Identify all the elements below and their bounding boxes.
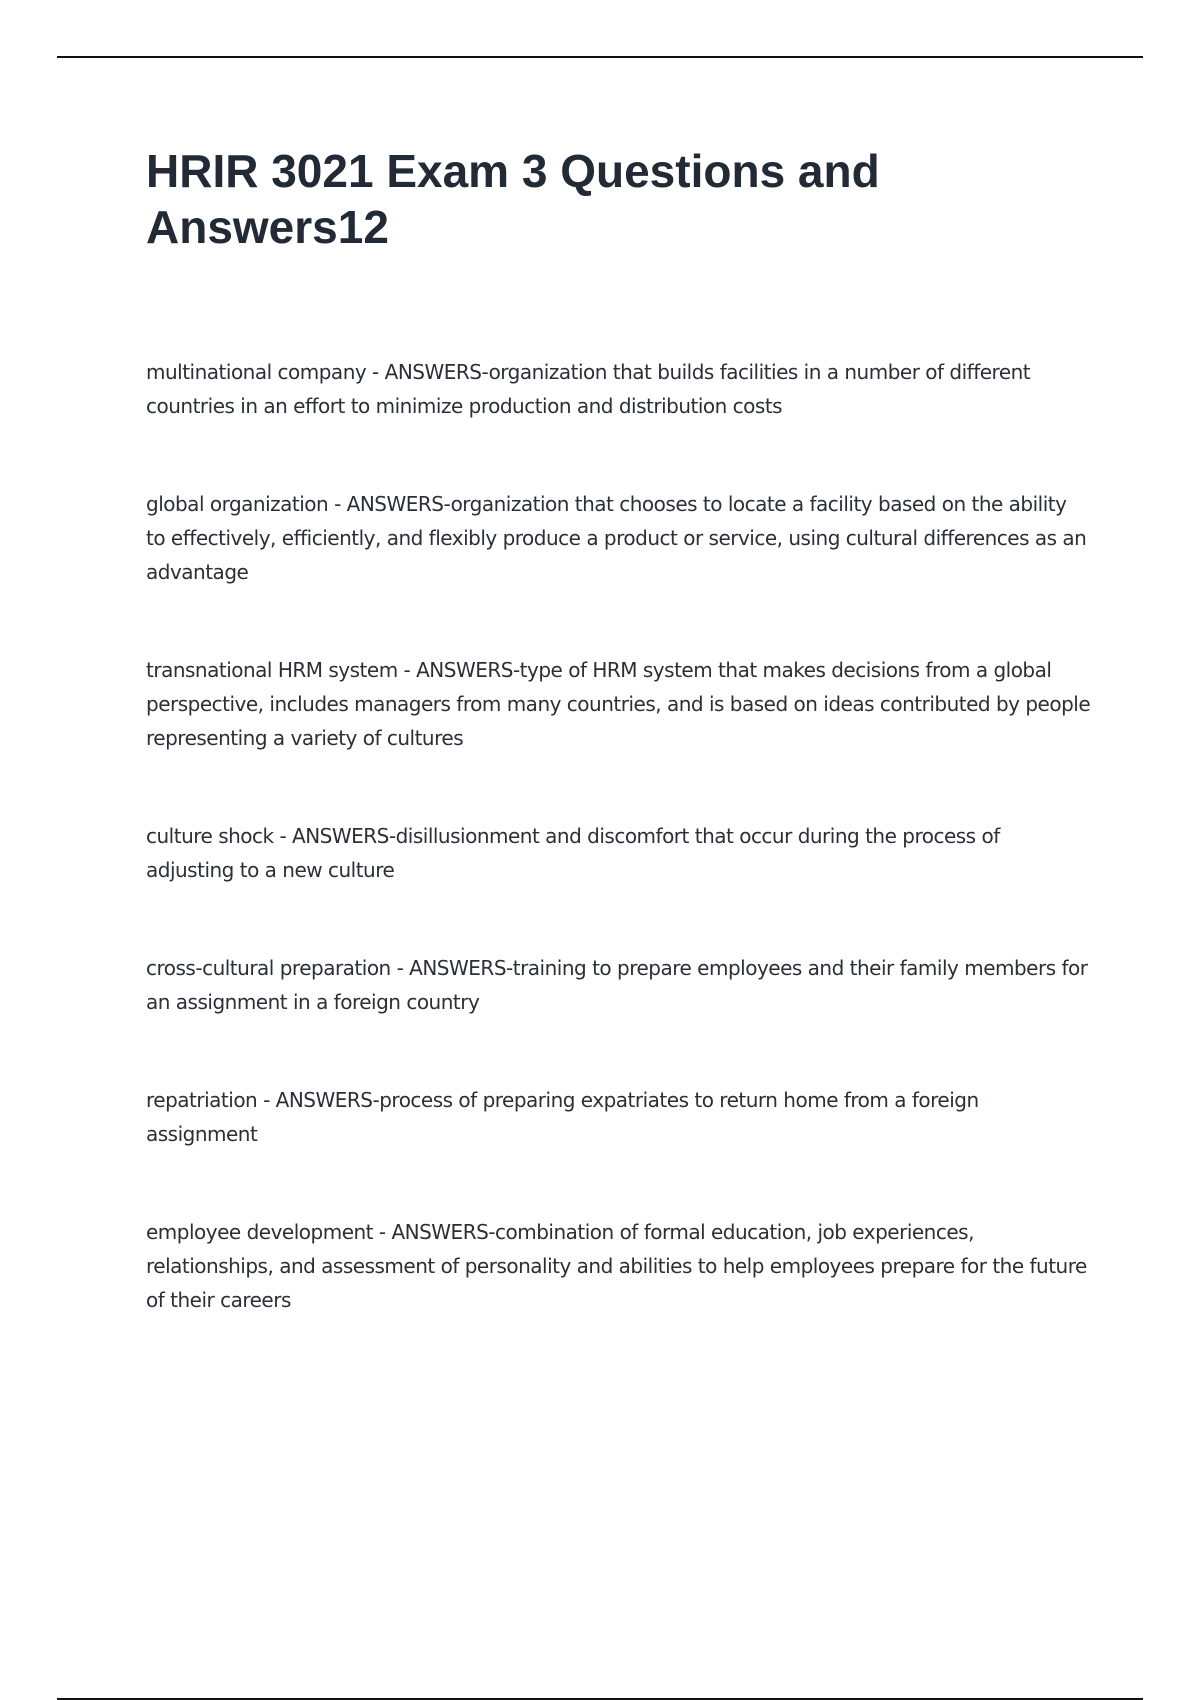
qa-entry-transnational-hrm-system: transnational HRM system - ANSWERS-type of HRM system that makes decisions from a global perspective, includes managers from many countries, and is based on ideas contributed by people representing a variety of cultures: [146, 658, 1091, 750]
qa-list: [146, 355, 1091, 1317]
qa-entry-multinational-company: multinational company - ANSWERS-organization that builds facilities in a number of different countries in an effort to minimize production and distribution costs: [146, 360, 1031, 418]
page-title: HRIR 3021 Exam 3 Questions and Answers12: [146, 145, 880, 253]
qa-entry-cross-cultural-preparation: cross-cultural preparation - ANSWERS-training to prepare employees and their family members for an assignment in a foreign country: [146, 956, 1088, 1014]
qa-entry-repatriation: repatriation - ANSWERS-process of preparing expatriates to return home from a foreign assignment: [146, 1088, 979, 1146]
top-divider: [57, 56, 1143, 58]
qa-entry-culture-shock: culture shock - ANSWERS-disillusionment and discomfort that occur during the process of adjusting to a new culture: [146, 824, 1000, 882]
qa-entry-global-organization: global organization - ANSWERS-organization that chooses to locate a facility based on the ability to effectively, efficiently, and flexibly produce a product or service, using cultural differences as an advantage: [146, 492, 1087, 584]
qa-entry-employee-development: employee development - ANSWERS-combination of formal education, job experiences, relationships, and assessment of personality and abilities to help employees prepare for the future of their careers: [146, 1220, 1087, 1312]
